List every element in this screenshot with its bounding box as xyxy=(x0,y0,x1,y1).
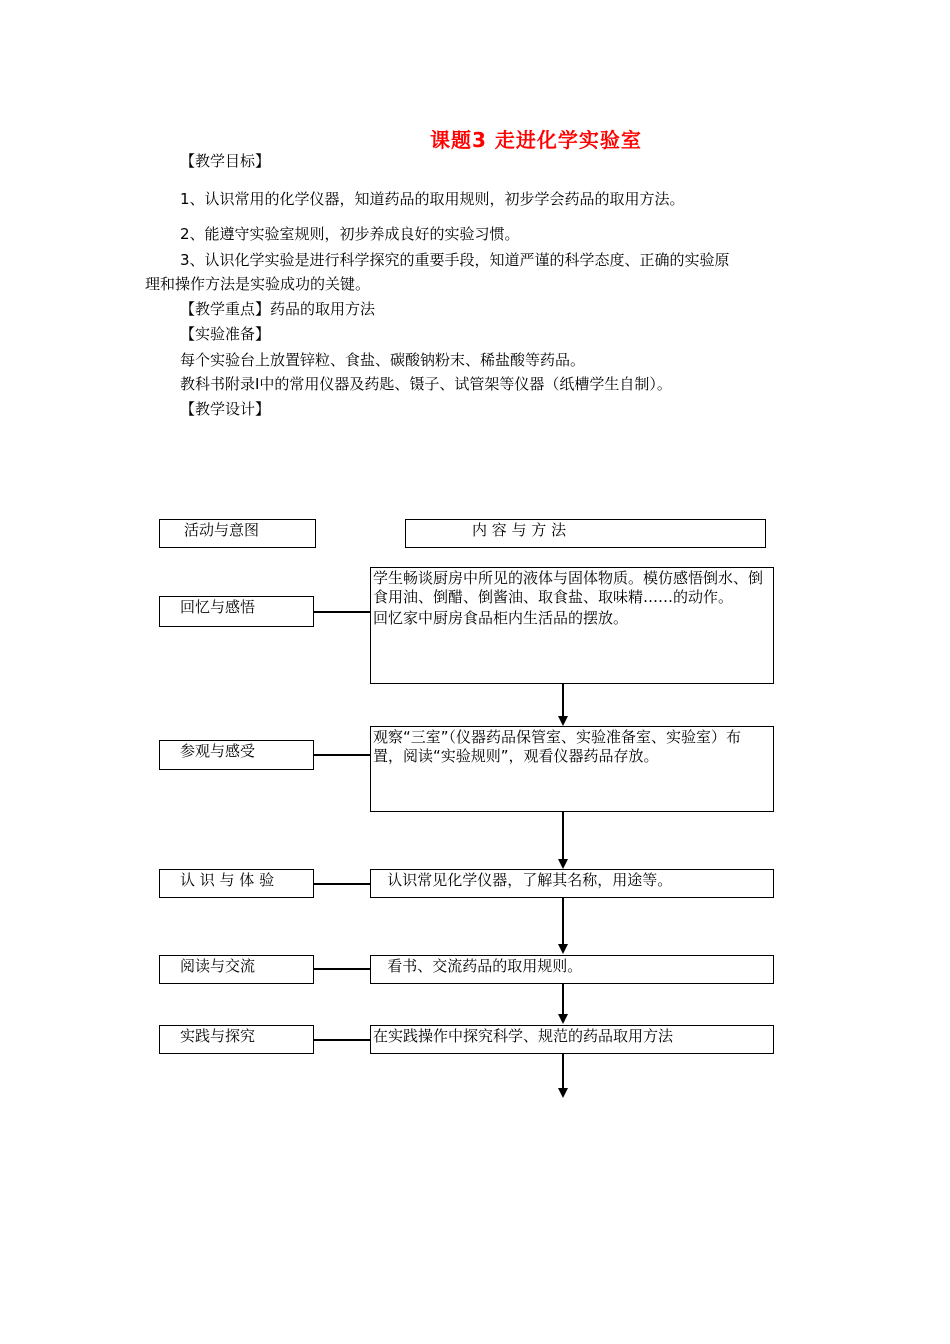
flow-step-4-content xyxy=(370,955,774,984)
flow-step-3-connector xyxy=(314,883,371,885)
flow-arrow-3-line xyxy=(562,898,564,945)
flow-header-right xyxy=(405,519,766,548)
flow-step-3-label xyxy=(159,869,314,898)
goals-heading: 【教学目标】 xyxy=(180,152,271,170)
flow-arrow-5-line xyxy=(562,1054,564,1089)
goal-1: 1、认识常用的化学仪器，知道药品的取用规则，初步学会药品的取用方法。 xyxy=(180,190,685,208)
flow-step-1-label-text: 回忆与感悟 xyxy=(180,598,256,616)
flow-step-5-label xyxy=(159,1025,314,1054)
flow-step-1-label xyxy=(159,596,314,627)
flow-step-5-content xyxy=(370,1025,774,1054)
flow-step-1-content xyxy=(370,567,774,684)
page-title: 课题3 走进化学实验室 xyxy=(430,128,642,152)
flow-step-1-connector xyxy=(314,611,371,613)
flow-step-5-content-text: 在实践操作中探究科学、规范的药品取用方法 xyxy=(373,1027,674,1045)
flow-header-left xyxy=(159,519,316,548)
flow-step-4-content-text: 看书、交流药品的取用规则。 xyxy=(373,957,583,975)
flow-step-2-content-text: 观察“三室”（仪器药品保管室、实验准备室、实验室）布置，阅读“实验规则”，观看仪器药品存放。 xyxy=(373,728,742,765)
design-heading: 【教学设计】 xyxy=(180,400,271,418)
flow-step-4-label-text: 阅读与交流 xyxy=(180,957,256,975)
flow-header-left-text: 活动与意图 xyxy=(184,521,260,539)
key-point: 【教学重点】药品的取用方法 xyxy=(180,300,376,318)
prep-heading: 【实验准备】 xyxy=(180,325,271,343)
flow-step-3-content xyxy=(370,869,774,898)
goal-3-line-1: 3、认识化学实验是进行科学探究的重要手段，知道严谨的科学态度、正确的实验原 xyxy=(180,251,730,269)
flow-step-5-label-text: 实践与探究 xyxy=(180,1027,256,1045)
flow-arrow-1-head xyxy=(558,716,568,726)
flow-step-1-content-text-2: 回忆家中厨房食品柜内生活品的摆放。 xyxy=(373,609,629,627)
flow-header-right-text: 内 容 与 方 法 xyxy=(472,521,567,539)
flow-step-5-connector xyxy=(314,1039,371,1041)
flow-step-1-content-text: 学生畅谈厨房中所见的液体与固体物质。模仿感悟倒水、倒食用油、倒醋、倒酱油、取食盐、取味精……的动作。 xyxy=(373,569,764,606)
flow-arrow-4-head xyxy=(558,1014,568,1024)
flow-step-2-content xyxy=(370,726,774,812)
flow-arrow-5-head xyxy=(558,1088,568,1098)
prep-item-2: 教科书附录Ⅰ中的常用仪器及药匙、镊子、试管架等仪器（纸槽学生自制）。 xyxy=(180,375,672,393)
flow-step-3-label-text: 认 识 与 体 验 xyxy=(180,871,275,889)
flow-arrow-1-line xyxy=(562,684,564,717)
goal-3-line-2: 理和操作方法是实验成功的关键。 xyxy=(145,275,371,293)
flow-step-2-connector xyxy=(314,754,371,756)
flow-arrow-2-head xyxy=(558,859,568,869)
flow-step-2-label xyxy=(159,740,314,770)
flow-arrow-3-head xyxy=(558,944,568,954)
flow-step-4-label xyxy=(159,955,314,984)
flow-step-4-connector xyxy=(314,968,371,970)
flow-arrow-2-line xyxy=(562,812,564,860)
flow-arrow-4-line xyxy=(562,984,564,1015)
prep-item-1: 每个实验台上放置锌粒、食盐、碳酸钠粉末、稀盐酸等药品。 xyxy=(180,351,586,369)
goal-2: 2、能遵守实验室规则，初步养成良好的实验习惯。 xyxy=(180,225,520,243)
flow-step-3-content-text: 认识常见化学仪器，了解其名称，用途等。 xyxy=(373,871,673,889)
flow-step-2-label-text: 参观与感受 xyxy=(180,742,256,760)
